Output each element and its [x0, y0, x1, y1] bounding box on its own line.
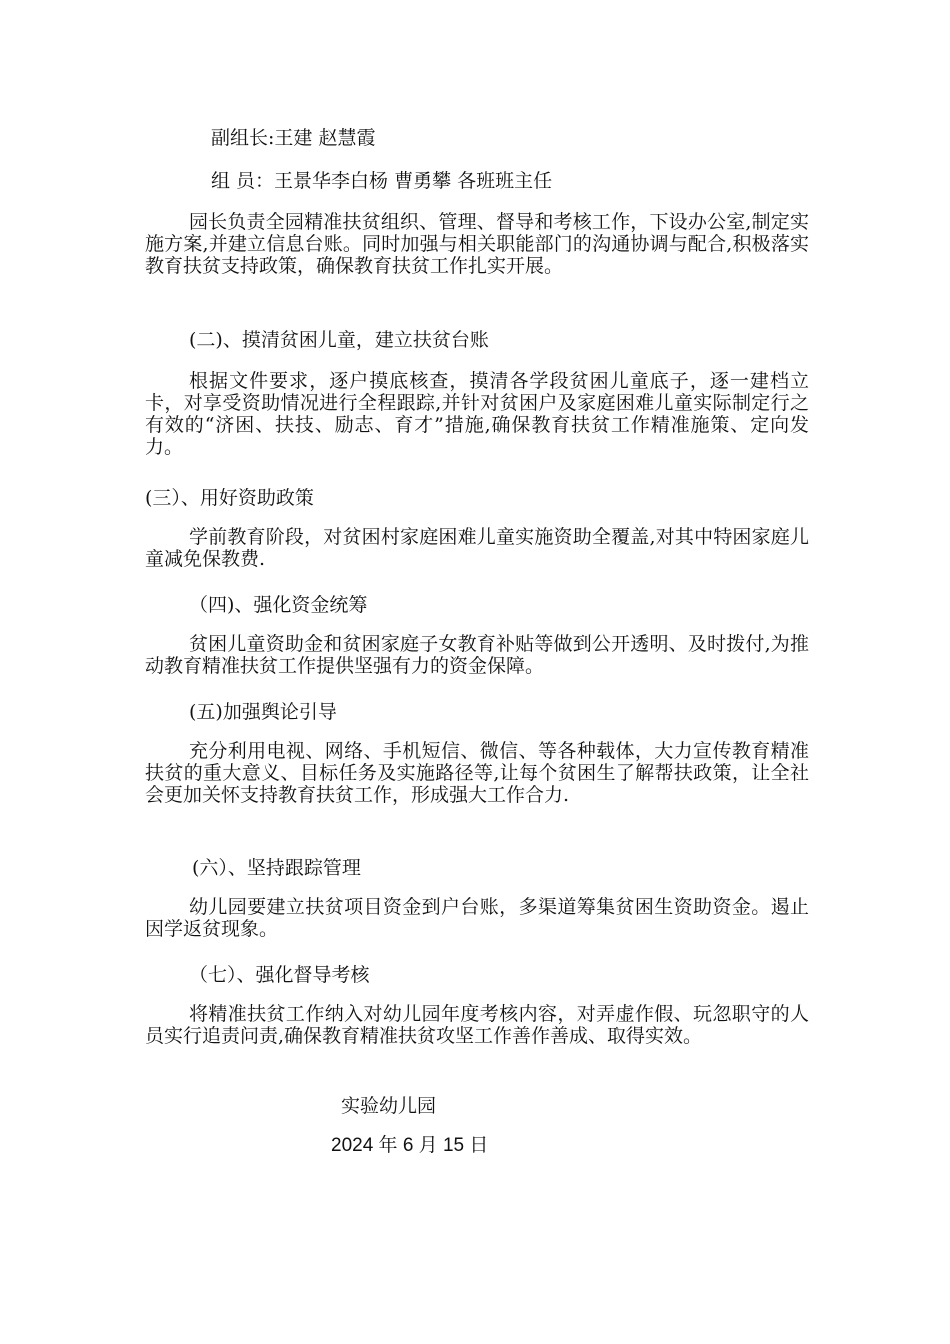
signature-organization: 实验幼儿园 [341, 1095, 437, 1117]
paragraph-section-6: 幼儿园要建立扶贫项目资金到户台账，多渠道筹集贫困生资助资金。遏止因学返贫现象。 [145, 896, 809, 940]
heading-section-7: （七）、强化督导考核 [189, 964, 370, 986]
deputy-leaders-line: 副组长:王建 赵慧霞 [211, 127, 376, 149]
heading-section-2: (二)、摸清贫困儿童，建立扶贫台账 [189, 329, 489, 351]
members-line: 组 员：王景华李白杨 曹勇攀 各班班主任 [211, 170, 553, 192]
paragraph-section-7: 将精准扶贫工作纳入对幼儿园年度考核内容，对弄虚作假、玩忽职守的人员实行追责问责,确保教育精准扶贫攻坚工作善作善成、取得实效。 [145, 1003, 809, 1047]
paragraph-section-5: 充分利用电视、网络、手机短信、微信、等各种载体，大力宣传教育精准扶贫的重大意义、目标任务及实施路径等,让每个贫困生了解帮扶政策，让全社会更加关怀支持教育扶贫工作，形成强大工作合力. [145, 740, 809, 806]
heading-section-5: (五)加强舆论引导 [189, 701, 337, 723]
paragraph-leadership: 园长负责全园精准扶贫组织、管理、督导和考核工作，下设办公室,制定实施方案,并建立信息台账。同时加强与相关职能部门的沟通协调与配合,积极落实教育扶贫支持政策，确保教育扶贫工作扎实开展。 [145, 211, 809, 277]
heading-section-3: (三）、用好资助政策 [145, 487, 314, 509]
heading-section-4: （四)、强化资金统筹 [189, 594, 368, 616]
heading-section-6: (六）、坚持跟踪管理 [192, 857, 361, 879]
signature-date: 2024 年 6 月 15 日 [331, 1135, 489, 1156]
paragraph-section-2: 根据文件要求，逐户摸底核查，摸清各学段贫困儿童底子，逐一建档立卡，对享受资助情况进行全程跟踪,并针对贫困户及家庭困难儿童实际制定行之有效的“济困、扶技、励志、育才”措施,确保教育扶贫工作精准施策、定向发力。 [145, 370, 809, 458]
paragraph-section-4: 贫困儿童资助金和贫困家庭子女教育补贴等做到公开透明、及时拨付,为推动教育精准扶贫工作提供坚强有力的资金保障。 [145, 633, 809, 677]
paragraph-section-3: 学前教育阶段，对贫困村家庭困难儿童实施资助全覆盖,对其中特困家庭儿童减免保教费. [145, 526, 809, 570]
